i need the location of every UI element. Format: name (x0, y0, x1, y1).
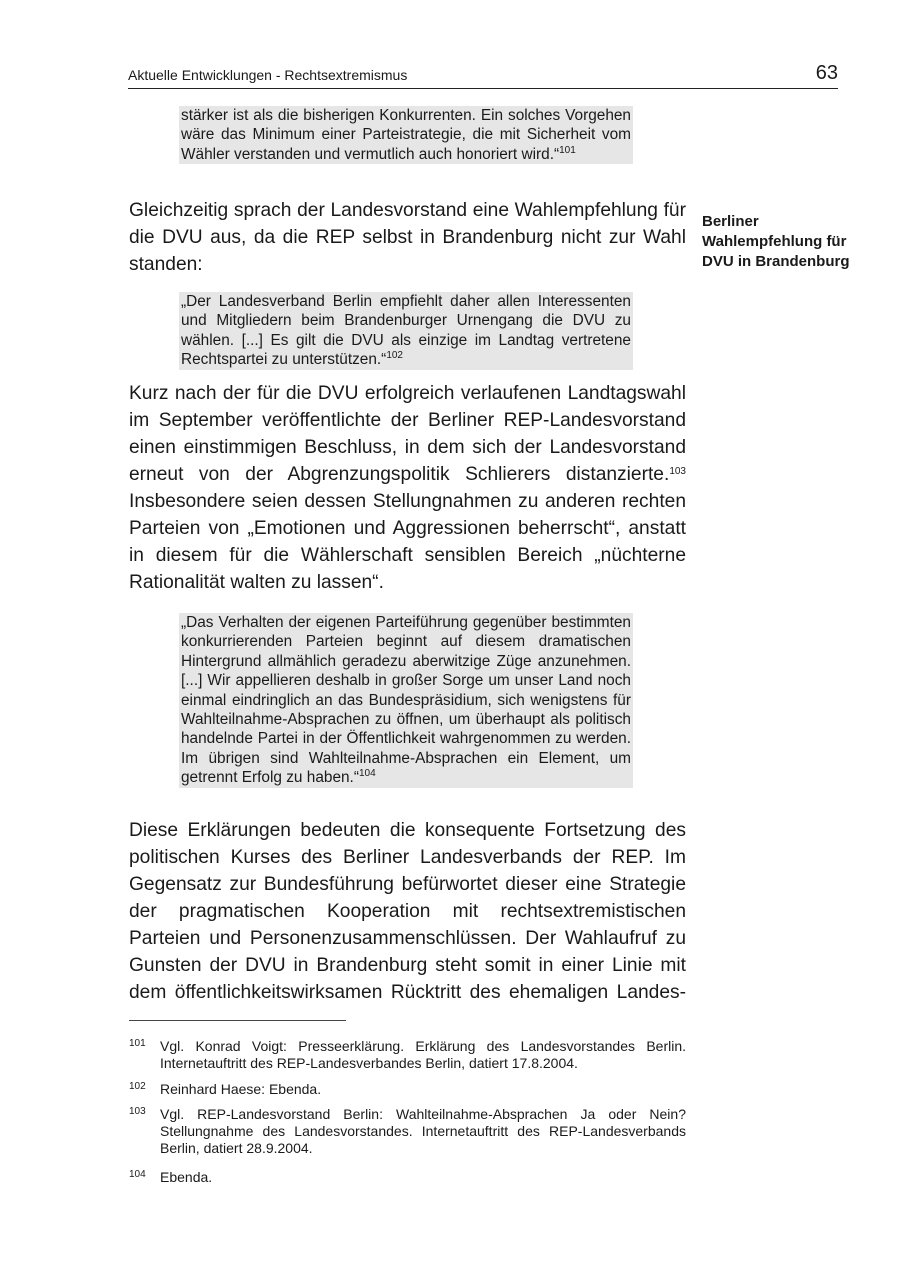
footnote-103 (129, 1106, 686, 1157)
paragraph-text: Diese Erklärungen bedeuten die konsequente Fortsetzung des politischen Kurses des Berliner Landesverbands der REP. Im Gegensatz zur Bundesführung befürwortet dieser eine Strategie der pragmatischen Kooperation mit rechtsextremistischen Parteien und Personenzusammenschlüssen. Der Wahlaufruf zu Gunsten der DVU in Brandenburg steht somit in einer Linie mit dem öffentlichkeitswirksamen Rücktritt des ehemaligen Landes- (129, 820, 686, 1003)
footnote-number: 104 (129, 1169, 146, 1180)
block-quote-1 (179, 106, 633, 164)
footnote-ref-104[interactable]: 104 (358, 768, 376, 780)
footnote-text: Ebenda. (160, 1169, 213, 1185)
footnote-ref-103[interactable]: 103 (669, 466, 686, 477)
body-paragraph-1 (129, 197, 686, 278)
paragraph-text: Gleichzeitig sprach der Landesvorstand eine Wahlempfehlung für die DVU aus, da die REP selbst in Brandenburg nicht zur Wahl standen: (129, 200, 686, 275)
margin-note: Berliner Wahlempfehlung für DVU in Brandenburg (702, 213, 850, 270)
quote-text: „Das Verhalten der eigenen Parteiführung gegenüber bestimmten konkurrierenden Parteien beginnt auf diesem dramatischen Hintergrund allmählich geradezu aberwitzige Züge anzunehmen. [...] Wir appellieren deshalb in großer Sorge um unser Land noch einmal eindringlich an das Bundespräsidium, sich wenigstens für Wahlteilnahme-Absprachen zu öffnen, um überhaupt als politisch handelnde Partei in der Öffentlichkeit wahrgenommen zu werden. Im übrigen sind Wahlteilnahme-Absprachen ein Element, um getrennt Erfolg zu haben.“ (181, 614, 631, 787)
paragraph-text-a: Kurz nach der für die DVU erfolgreich verlaufenen Landtagswahl im September veröffentlichte der Berliner REP-Landesvorstand einen einstimmigen Beschluss, in dem sich der Landesvorstand erneut von der Abgrenzungspolitik Schlierers distanzierte. (129, 383, 686, 485)
block-quote-2 (179, 292, 633, 370)
quote-text: „Der Landesverband Berlin empfiehlt daher allen Interessenten und Mitgliedern beim Brandenburger Urnengang die DVU zu wählen. [...] Es gilt die DVU als einzige im Landtag vertretene Rechtspartei zu unterstützen.“ (181, 293, 631, 369)
footnote-ref-102[interactable]: 102 (386, 350, 403, 362)
footnote-text: Vgl. Konrad Voigt: Presseerklärung. Erklärung des Landesvorstandes Berlin. Internetauftritt des REP-Landesverbandes Berlin, datiert 17.8.2004. (160, 1038, 686, 1071)
footnote-102 (129, 1081, 686, 1098)
paragraph-text-b: Insbesondere seien dessen Stellungnahmen zu anderen rechten Parteien von „Emotionen und Aggressionen beherrscht“, anstatt in diesem für die Wählerschaft sensiblen Bereich „nüchterne Rationalität walten zu lassen“. (129, 491, 686, 593)
footnote-number: 101 (129, 1038, 146, 1049)
footnote-ref-101[interactable]: 101 (559, 144, 576, 156)
footnote-number: 103 (129, 1106, 146, 1117)
quote-text: stärker ist als die bisherigen Konkurrenten. Ein solches Vorgehen wäre das Minimum einer Parteistrategie, die mit Sicherheit vom Wähler verstanden und vermutlich auch honoriert wird.“ (181, 107, 631, 163)
page-header (128, 62, 838, 89)
footnote-text: Reinhard Haese: Ebenda. (160, 1081, 322, 1097)
footnote-text: Vgl. REP-Landesvorstand Berlin: Wahlteilnahme-Absprachen Ja oder Nein? Stellungnahme des Landesvorstandes. Internetauftritt des REP-Landesverbands Berlin, datiert 28.9.2004. (160, 1106, 686, 1156)
running-title: Aktuelle Entwicklungen - Rechtsextremismus (128, 67, 408, 83)
footnote-101 (129, 1038, 686, 1072)
footnote-divider (129, 1020, 346, 1021)
footnote-104 (129, 1169, 686, 1186)
page-number: 63 (815, 62, 838, 84)
footnote-number: 102 (129, 1081, 146, 1092)
body-paragraph-2 (129, 380, 686, 596)
block-quote-3 (179, 613, 633, 788)
body-paragraph-3 (129, 817, 686, 1006)
